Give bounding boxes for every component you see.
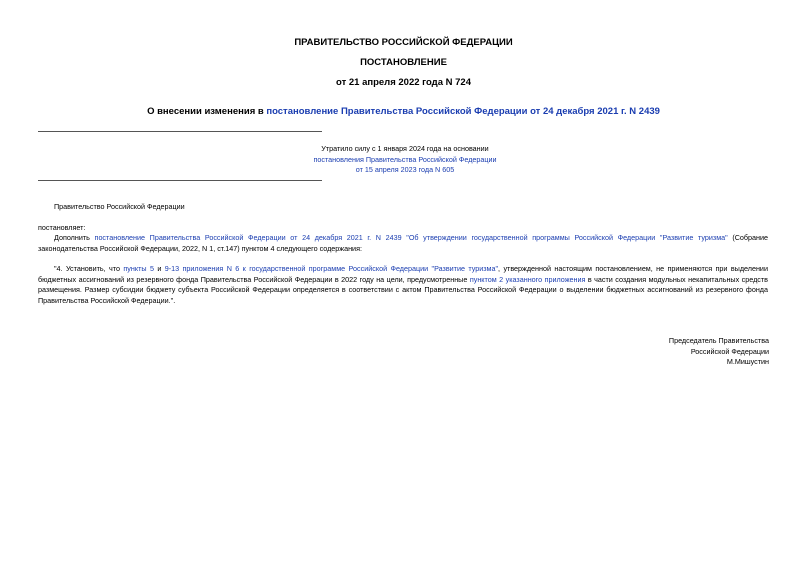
p2-link-appendix[interactable]: 9-13 приложения N 6 к государственной программе Российской Федерации "Развитие туризма" (164, 264, 499, 273)
signature-organization: Российской Федерации (690, 346, 769, 356)
p1-link-program[interactable]: "Об утверждении государственной программы Российской Федерации "Развитие туризма" (406, 233, 728, 242)
signature-position: Председатель Правительства (668, 336, 769, 345)
p2-link-point[interactable]: пунктом 2 указанного приложения (469, 274, 586, 284)
issuer-text: Правительство Российской Федерации (54, 202, 185, 211)
p2-suffix: в части создания модульных некапитальных средств размещения. Размер субсидии бюджету субъекта Российской Федерации определяется в соответствии с актом Правительства Российской Федерации о выделении бюджетных ассигнований из резервного фонда Правительства Российской Федерации.". (38, 274, 768, 305)
title-prefix: О внесении изменения в (147, 106, 267, 117)
p2-prefix: "4. Установить, что (54, 264, 124, 273)
document-title (0, 106, 807, 117)
revocation-note (210, 144, 600, 176)
p1-suffix: (Собрание законодательства Российской Федерации, 2022, N 1, ст.147) пунктом 4 следующего содержания: (38, 233, 769, 253)
p2-link-items[interactable]: пункты 5 (123, 264, 154, 273)
note-line: Утратило силу с 1 января 2024 года на основании (321, 144, 489, 153)
note-link-line1[interactable]: постановления Правительства Российской Федерации (313, 154, 497, 164)
paragraph-1 (38, 233, 768, 254)
divider-top (38, 131, 322, 132)
document-date-number: от 21 апреля 2022 года N 724 (336, 77, 471, 88)
resolves-text: постановляет: (38, 223, 86, 232)
signature-name: М.Мишустин (726, 357, 769, 366)
p2-and: и (153, 264, 165, 273)
note-link-line2[interactable]: от 15 апреля 2023 года N 605 (355, 165, 455, 174)
p1-link-decree[interactable]: постановление Правительства Российской Федерации от 24 декабря 2021 г. N 2439 (94, 233, 402, 242)
p1-prefix: Дополнить (54, 233, 95, 242)
title-link[interactable]: постановление Правительства Российской Федерации от 24 декабря 2021 г. N 2439 (266, 106, 660, 117)
p2-mid: , утвержденной настоящим постановлением, не применяются при выделении бюджетных ассигнований из резервного фонда Правительства Российской Федерации в 2022 году на цели, предусмотренные (38, 264, 768, 284)
divider-bottom (38, 180, 322, 181)
document-type-heading: ПОСТАНОВЛЕНИЕ (360, 57, 447, 68)
signature-block (669, 336, 769, 368)
paragraph-2 (38, 264, 768, 306)
government-heading: ПРАВИТЕЛЬСТВО РОССИЙСКОЙ ФЕДЕРАЦИИ (294, 37, 513, 48)
